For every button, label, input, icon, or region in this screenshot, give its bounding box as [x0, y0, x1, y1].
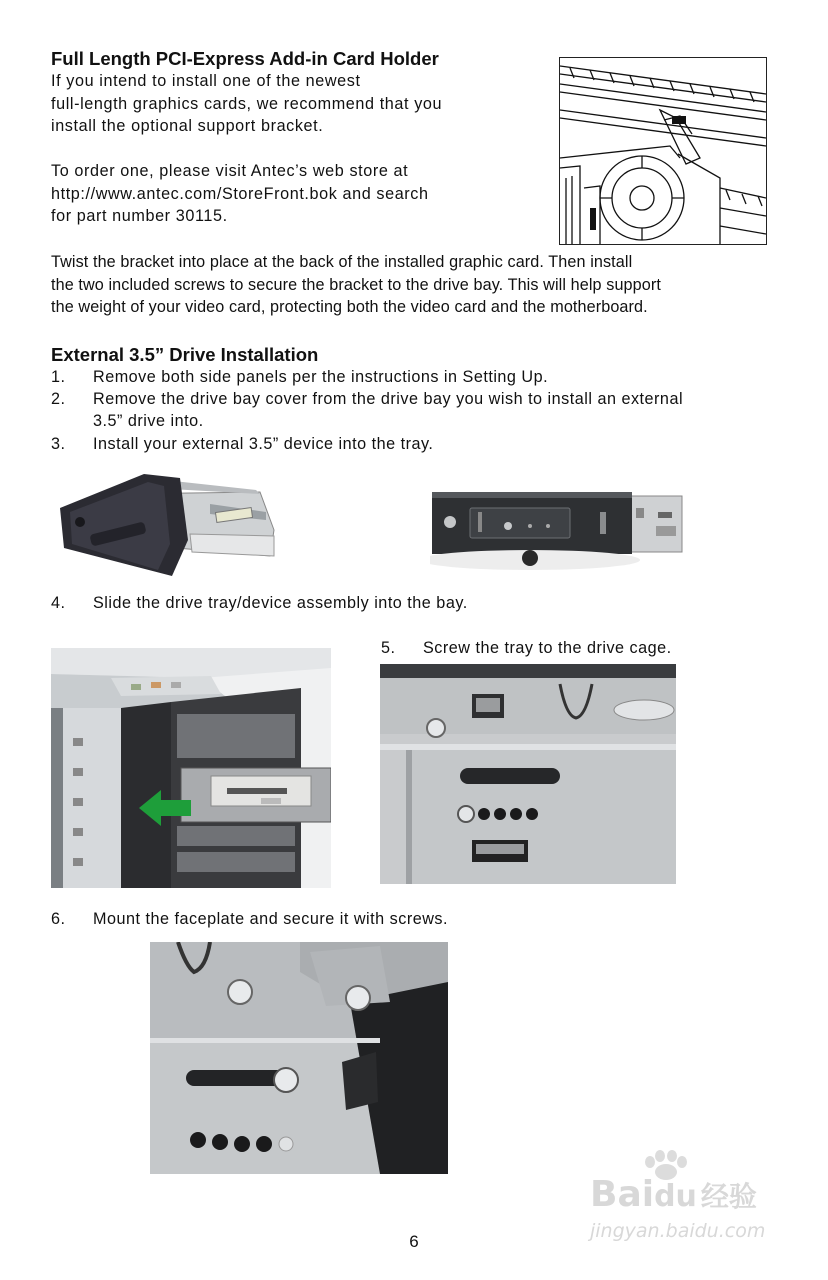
- step-number: 1.: [51, 368, 66, 386]
- pci-order-line: To order one, please visit Antec’s web store at: [51, 162, 409, 180]
- step-5: [381, 637, 801, 661]
- pci-order-paragraph: [51, 160, 429, 228]
- pci-intro-line: If you intend to install one of the newest: [51, 72, 361, 90]
- watermark-logo-text: Bai: [590, 1174, 655, 1215]
- watermark-logo-text2: du: [654, 1179, 697, 1214]
- step-text: Screw the tray to the drive cage.: [423, 639, 672, 657]
- pci-order-line: for part number 30115.: [51, 207, 228, 225]
- drive-tray-photo: [60, 470, 280, 580]
- step-2: [51, 388, 791, 434]
- drive-heading: External 3.5” Drive Installation: [51, 344, 319, 365]
- pci-twist-paragraph: [51, 251, 661, 319]
- watermark-logo: [590, 1174, 757, 1215]
- step-text: Remove both side panels per the instructions in Setting Up.: [93, 368, 549, 386]
- pci-intro-paragraph: [51, 70, 442, 138]
- pci-intro-line: install the optional support bracket.: [51, 117, 324, 135]
- bracket-line-drawing: [559, 57, 767, 245]
- step-text: Install your external 3.5” device into the tray.: [93, 435, 434, 453]
- pci-heading: Full Length PCI-Express Add-in Card Holder: [51, 48, 439, 69]
- pci-twist-line: Twist the bracket into place at the back of the installed graphic card. Then install: [51, 253, 633, 271]
- slide-tray-photo: [51, 648, 331, 888]
- page-number: 6: [409, 1232, 419, 1251]
- step-number: 3.: [51, 435, 66, 453]
- screw-tray-photo: [380, 664, 676, 884]
- step-text: Slide the drive tray/device assembly into the bay.: [93, 594, 468, 612]
- pci-twist-line: the weight of your video card, protecting both the video card and the motherboard.: [51, 298, 648, 316]
- step-number: 2.: [51, 390, 66, 408]
- step-text: Mount the faceplate and secure it with screws.: [93, 910, 449, 928]
- step-number: 6.: [51, 910, 66, 928]
- step-text: Remove the drive bay cover from the drive bay you wish to install an external: [93, 390, 684, 408]
- step-number: 4.: [51, 594, 66, 612]
- drive-tray-side-photo: [430, 486, 690, 578]
- step-text: 3.5” drive into.: [93, 412, 204, 430]
- step-1: [51, 366, 791, 390]
- step-3: [51, 433, 791, 457]
- pci-twist-line: the two included screws to secure the bracket to the drive bay. This will help support: [51, 275, 661, 294]
- pci-intro-line: full-length graphics cards, we recommend that you: [51, 94, 443, 113]
- faceplate-photo: [150, 942, 448, 1174]
- watermark-url: jingyan.baidu.com: [590, 1220, 766, 1242]
- step-4: [51, 592, 791, 616]
- step-number: 5.: [381, 639, 396, 657]
- watermark-logo-cn: 经验: [700, 1180, 757, 1213]
- step-6: [51, 908, 791, 932]
- pci-order-line: http://www.antec.com/StoreFront.bok and search: [51, 184, 429, 203]
